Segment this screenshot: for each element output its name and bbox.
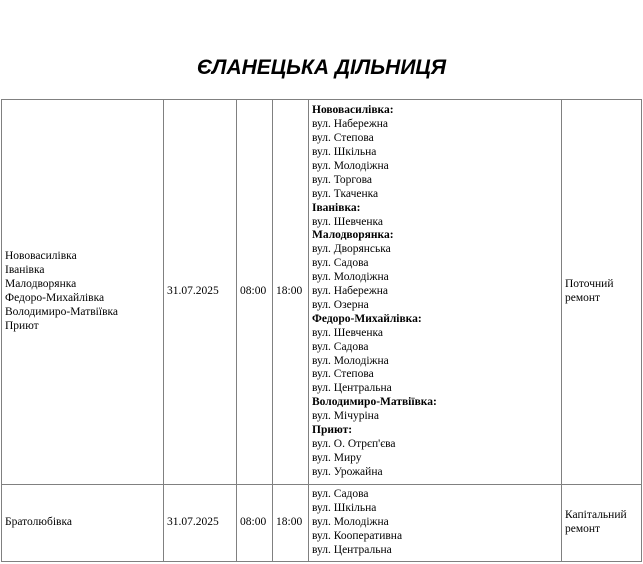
street-name: вул. Молодіжна (312, 516, 389, 529)
table-body (2, 100, 642, 562)
work-type-cell: Поточний ремонт (562, 100, 642, 485)
street-name: вул. О. Отрєп'єва (312, 438, 396, 451)
settlement-name: Братолюбівка (5, 516, 72, 529)
street-name: вул. Набережна (312, 285, 389, 298)
street-name: вул. Торгова (312, 173, 372, 186)
settlement-name: Малодворянка (5, 278, 77, 291)
settlement-heading: Нововасилівка: (312, 104, 394, 117)
work-type-cell: Капітальний ремонт (562, 485, 642, 562)
settlements-cell (2, 100, 164, 485)
street-name: вул. Набережна (312, 118, 389, 131)
street-name: вул. Урожайна (312, 465, 383, 478)
streets-cell (309, 485, 562, 562)
settlement-name: Іванівка (5, 264, 45, 277)
settlement-name: Володимиро-Матвіївка (5, 305, 119, 318)
street-name: вул. Озерна (312, 298, 369, 311)
date-cell: 31.07.2025 (164, 485, 237, 562)
settlement-heading: Малодворянка: (312, 229, 394, 242)
street-name: вул. Садова (312, 488, 369, 501)
street-name: вул. Молодіжна (312, 271, 389, 284)
street-name: вул. Центральна (312, 543, 392, 556)
street-name: вул. Молодіжна (312, 354, 389, 367)
start-time-cell: 08:00 (237, 100, 273, 485)
street-name: вул. Дворянська (312, 243, 391, 256)
table-row (2, 100, 642, 485)
settlement-name: Нововасилівка (5, 250, 77, 263)
street-name: вул. Миру (312, 451, 362, 464)
street-name: вул. Садова (312, 340, 369, 353)
street-name: вул. Шевченка (312, 326, 384, 339)
settlements-cell (2, 485, 164, 562)
street-name: вул. Шкільна (312, 145, 377, 158)
settlement-name: Федоро-Михайлівка (5, 292, 105, 304)
street-name: вул. Садова (312, 257, 369, 270)
streets-cell (309, 100, 562, 485)
street-name: вул. Центральна (312, 382, 392, 395)
outage-schedule-table (1, 99, 642, 562)
street-name: вул. Кооперативна (312, 529, 403, 542)
street-name: вул. Шкільна (312, 502, 377, 515)
settlement-heading: Приют: (312, 424, 353, 437)
street-name: вул. Молодіжна (312, 159, 389, 172)
settlement-heading: Федоро-Михайлівка: (312, 312, 422, 325)
street-name: вул. Степова (312, 132, 374, 145)
settlement-heading: Іванівка: (312, 201, 361, 214)
street-name: вул. Степова (312, 368, 374, 381)
end-time-cell: 18:00 (273, 100, 309, 485)
street-name: вул. Шевченка (312, 215, 384, 228)
page-title: ЄЛАНЕЦЬКА ДІЛЬНИЦЯ (196, 56, 447, 79)
settlement-name: Приют (5, 319, 39, 332)
start-time-cell: 08:00 (237, 485, 273, 562)
end-time-cell: 18:00 (273, 485, 309, 562)
street-name: вул. Мічуріна (312, 410, 379, 423)
date-cell: 31.07.2025 (164, 100, 237, 485)
table-row (2, 485, 642, 562)
settlement-heading: Володимиро-Матвіївка: (312, 396, 437, 409)
street-name: вул. Ткаченка (312, 187, 379, 200)
